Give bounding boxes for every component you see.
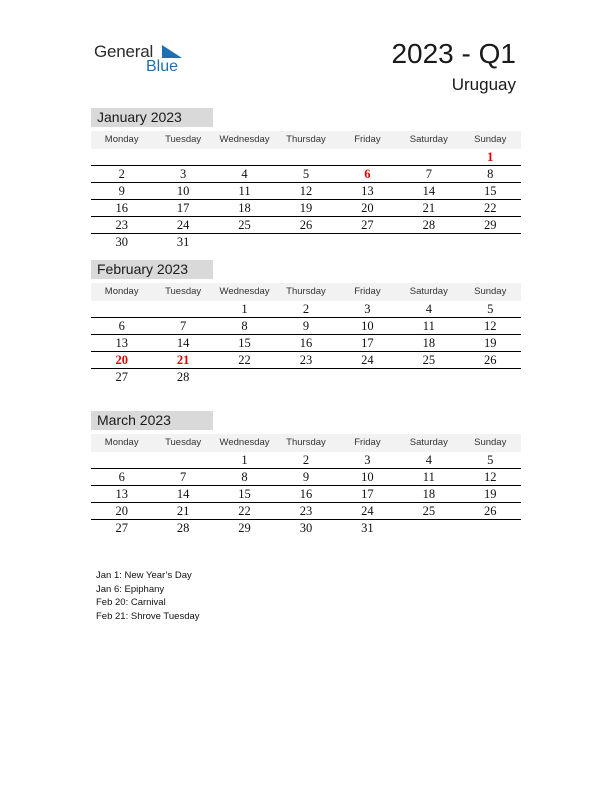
day-cell	[152, 149, 213, 165]
day-cell: 17	[361, 336, 374, 350]
day-cell: 2	[302, 302, 310, 316]
day-cell	[398, 520, 459, 537]
day-cell: 27	[115, 521, 128, 535]
day-cell	[214, 369, 275, 386]
day-cell	[337, 234, 398, 251]
day-cell	[152, 301, 213, 317]
weekday-header: Thursday	[286, 437, 326, 448]
day-cell	[275, 369, 336, 386]
weekday-header: Monday	[104, 134, 139, 145]
holiday-notes	[96, 569, 200, 623]
day-cell: 26	[483, 353, 497, 367]
day-cell: 23	[299, 353, 313, 367]
day-cell: 4	[241, 167, 248, 181]
week-row	[91, 217, 521, 234]
week-row	[91, 369, 521, 386]
weekday-header-row	[91, 283, 521, 301]
month-january	[91, 108, 521, 251]
day-cell: 18	[422, 336, 436, 350]
day-cell: 2	[118, 167, 125, 181]
week-row	[91, 318, 521, 335]
day-cell: 19	[483, 336, 497, 350]
day-cell: 28	[176, 521, 190, 535]
month-label: February 2023	[91, 260, 213, 279]
day-cell: 19	[483, 487, 497, 501]
day-cell: 12	[299, 184, 313, 198]
day-cell: 26	[299, 218, 313, 232]
day-cell: 24	[361, 353, 374, 367]
day-cell: 24	[176, 218, 190, 232]
page-title: 2023 - Q1	[391, 38, 516, 69]
day-cell: 3	[364, 302, 371, 316]
weekday-header-row	[91, 434, 521, 452]
day-cell: 10	[361, 470, 374, 484]
weekday-header: Wednesday	[219, 286, 270, 297]
day-cell: 14	[422, 184, 436, 198]
day-cell: 23	[299, 504, 313, 518]
day-cell	[460, 234, 521, 251]
day-cell: 13	[115, 487, 128, 501]
week-row	[91, 352, 521, 369]
day-cell	[337, 149, 398, 165]
day-cell: 4	[425, 302, 432, 316]
day-cell	[398, 234, 459, 251]
day-cell: 15	[238, 487, 251, 501]
weekday-header: Monday	[104, 437, 139, 448]
day-cell	[214, 149, 275, 165]
day-cell	[91, 301, 152, 317]
day-cell: 14	[176, 487, 190, 501]
day-cell	[460, 369, 521, 386]
day-cell: 11	[422, 470, 435, 484]
holiday-note: Jan 6: Epiphany	[96, 583, 165, 595]
logo-general-text: General	[94, 42, 154, 61]
weekday-header: Wednesday	[219, 134, 270, 145]
day-cell: 9	[302, 319, 310, 333]
day-cell: 7	[180, 470, 187, 484]
day-cell: 26	[483, 504, 497, 518]
logo-blue-text: Blue	[146, 58, 179, 75]
day-cell: 22	[483, 201, 497, 215]
day-cell: 31	[361, 521, 374, 535]
logo	[94, 42, 194, 78]
month-label: January 2023	[91, 108, 213, 127]
day-cell: 1	[487, 150, 494, 164]
day-cell: 19	[299, 201, 313, 215]
weekday-header: Friday	[354, 134, 381, 145]
day-cell: 13	[115, 336, 128, 350]
day-cell: 28	[422, 218, 436, 232]
holiday-note: Feb 21: Shrove Tuesday	[96, 610, 200, 622]
day-cell: 17	[176, 201, 190, 215]
weekday-header: Friday	[354, 437, 381, 448]
weekday-header: Sunday	[474, 134, 507, 145]
weekday-header: Wednesday	[219, 437, 270, 448]
day-cell	[91, 452, 152, 468]
day-cell: 16	[299, 336, 313, 350]
weekday-header: Tuesday	[165, 437, 202, 448]
day-cell: 15	[483, 184, 497, 198]
day-cell: 20	[361, 201, 374, 215]
weekday-header: Sunday	[474, 437, 507, 448]
day-cell: 25	[238, 218, 251, 232]
country-name: Uruguay	[451, 75, 516, 94]
day-cell: 25	[422, 504, 436, 518]
weekday-header: Tuesday	[165, 134, 202, 145]
weekday-header: Tuesday	[165, 286, 202, 297]
week-row	[91, 183, 521, 200]
day-cell: 21	[422, 201, 436, 215]
weekday-header: Friday	[354, 286, 381, 297]
day-cell: 10	[361, 319, 374, 333]
day-cell: 1	[241, 302, 248, 316]
day-cell: 29	[238, 521, 251, 535]
day-cell: 23	[115, 218, 128, 232]
day-cell: 4	[425, 453, 432, 467]
day-cell: 29	[483, 218, 497, 232]
day-cell: 30	[115, 235, 128, 249]
day-cell	[91, 149, 152, 165]
day-cell: 16	[115, 201, 128, 215]
day-cell	[398, 149, 459, 165]
week-row	[91, 520, 521, 537]
day-cell: 22	[238, 353, 251, 367]
day-cell: 5	[487, 302, 494, 316]
day-cell: 3	[364, 453, 371, 467]
weekday-header-row	[91, 131, 521, 149]
weekday-header: Saturday	[409, 134, 448, 145]
day-cell: 16	[299, 487, 313, 501]
day-cell: 15	[238, 336, 251, 350]
day-cell: 13	[361, 184, 374, 198]
week-row	[91, 234, 521, 251]
day-cell: 8	[241, 319, 248, 333]
week-row	[91, 149, 521, 166]
day-cell: 6	[118, 319, 125, 333]
weekday-header: Saturday	[409, 286, 448, 297]
day-cell: 21	[176, 504, 190, 518]
weekday-header: Saturday	[409, 437, 448, 448]
day-cell: 11	[238, 184, 251, 198]
day-cell	[214, 234, 275, 251]
day-cell: 22	[238, 504, 251, 518]
weekday-header: Thursday	[286, 286, 326, 297]
weekday-header: Sunday	[474, 286, 507, 297]
day-cell: 8	[487, 167, 494, 181]
weekday-header: Monday	[104, 286, 139, 297]
day-cell	[460, 520, 521, 537]
day-cell	[275, 234, 336, 251]
weekday-header: Thursday	[286, 134, 326, 145]
day-cell: 31	[176, 235, 190, 249]
day-cell: 28	[176, 370, 190, 384]
day-cell: 27	[115, 370, 128, 384]
day-cell: 7	[180, 319, 187, 333]
week-row	[91, 486, 521, 503]
day-cell: 12	[483, 319, 497, 333]
holiday-note: Feb 20: Carnival	[96, 597, 166, 608]
day-cell: 5	[487, 453, 494, 467]
day-cell: 10	[176, 184, 190, 198]
day-cell: 6	[364, 167, 371, 181]
day-cell: 8	[241, 470, 248, 484]
week-row	[91, 335, 521, 352]
day-cell: 2	[302, 453, 310, 467]
day-cell: 5	[302, 167, 310, 181]
week-row	[91, 469, 521, 486]
day-cell: 20	[115, 504, 128, 518]
day-cell: 20	[115, 353, 128, 367]
day-cell: 11	[422, 319, 435, 333]
day-cell: 27	[361, 218, 374, 232]
day-cell	[152, 452, 213, 468]
day-cell: 7	[425, 167, 432, 181]
day-cell: 24	[361, 504, 374, 518]
month-march	[91, 411, 521, 537]
day-cell: 25	[422, 353, 436, 367]
day-cell: 9	[302, 470, 310, 484]
day-cell: 3	[180, 167, 187, 181]
day-cell: 12	[483, 470, 497, 484]
day-cell: 17	[361, 487, 374, 501]
week-row	[91, 452, 521, 469]
week-row	[91, 200, 521, 217]
day-cell: 6	[118, 470, 125, 484]
day-cell: 30	[299, 521, 313, 535]
day-cell	[275, 149, 336, 165]
day-cell: 18	[238, 201, 251, 215]
month-february	[91, 260, 521, 386]
week-row	[91, 166, 521, 183]
week-row	[91, 301, 521, 318]
day-cell	[398, 369, 459, 386]
day-cell: 21	[176, 353, 190, 367]
month-label: March 2023	[91, 411, 213, 430]
day-cell: 1	[241, 453, 248, 467]
week-row	[91, 503, 521, 520]
day-cell: 18	[422, 487, 436, 501]
day-cell	[337, 369, 398, 386]
holiday-note: Jan 1: New Year’s Day	[96, 570, 192, 581]
day-cell: 9	[118, 184, 125, 198]
day-cell: 14	[176, 336, 190, 350]
